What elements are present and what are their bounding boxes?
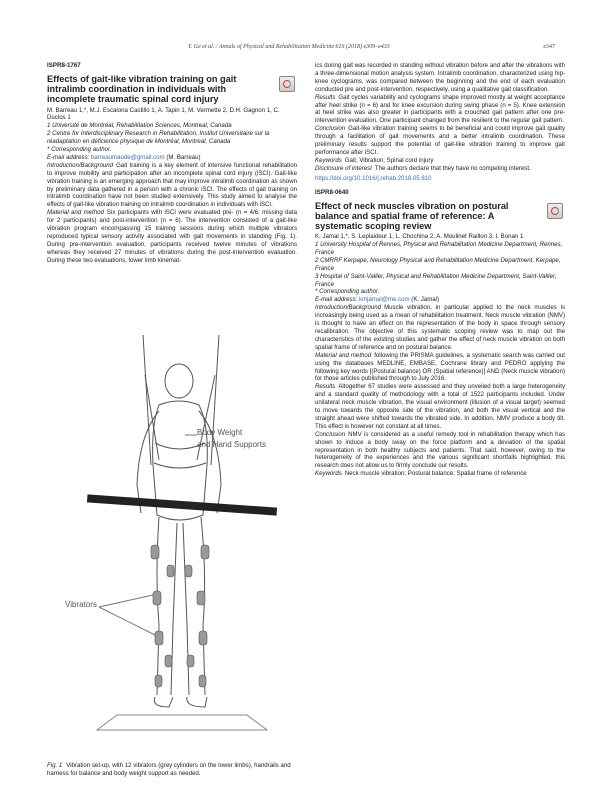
results-text-2: Altogether 67 studies were assessed and they unveiled both a large heterogeneity and a standard quality of methodology with a total of 1522 participants included. Under unilateral neck muscle vibration, the visual environment (illusion of a visual target) seemed to move towards the opposite side of the vibration, and both the visual vertical and the straight ahead were shifted towards the vibrated side. In addition, NMV produce a body tilt. This effect is however not constant at all times. [315, 383, 565, 430]
intro-label: Introduction/Background [47, 161, 114, 169]
abstract-title-2-text: Effect of neck muscles vibration on postural balance and spatial frame of reference: A systematic scoping review [315, 200, 509, 231]
keywords-line-2 [315, 470, 565, 478]
keywords-label-2: Keywords [315, 470, 342, 478]
right-column [315, 62, 565, 478]
figure-caption-label: Fig. 1 [47, 762, 63, 769]
results-text: Gait cycles variability and cyclograms shape improved mostly at weight acceptance after heel strike (n = 6) and for knee excursion during swing phase (n = 5). Knee extension at heel strike was also greater in participants with a crouched gait pattern after one pre-intervention evaluation. One participant changed from the resilient to the regular gait pattern. [315, 93, 565, 125]
disclosure-text: The authors declare that they have no competing interest. [374, 164, 531, 172]
disclosure-label: Disclosure of interest [315, 164, 372, 172]
conclusion-text-2: NMV is considered as a useful remedy tool in rehabilitation therapy which has shown to induce a body sway on the force platform and a deviation of the spatial representation in both healthy subjects and patients. That said, however, owing to the heterogeneity of the experiences and the various significant shortfalls highlighted, this research does not allow us to firmly conclude our results. [315, 430, 565, 470]
affiliation-2: 2 Centre for Interdisciplinary Research in Rehabilitation, Institut Universitaire sur la réadaptation en déficience physique de Montréal, Montreal, Canada [47, 130, 270, 146]
results-paragraph [315, 94, 565, 126]
results-paragraph-2 [315, 383, 565, 430]
conclusion-paragraph [315, 125, 565, 157]
email-label-2: E-mail address: [315, 296, 358, 304]
intro-paragraph-2 [315, 304, 565, 351]
author-list-2: K. Jamal 1,*, S. Leplaideur 1, L. Chochina 2, A. Moulinet Raillon 3, I. Bonan 1 [315, 233, 524, 241]
conclusion-label-2: Conclusion [315, 430, 346, 438]
intro-text: Gait training is a key element of intensive functional rehabilitation to improve mobility and participation after an incomplete spinal cord injury (iSCI). Gait-like vibration training is an emerging approach that may improve intralimb coordination as shown by preliminary data gathered in a person with a chronic iSCI. The effects of gait training on intralimb coordination have not been studied extensively. This study aimed to analyse the effects of gait-like vibration training on intralimb coordination in individuals with iSCI. [47, 161, 297, 209]
email-link[interactable]: barreaumaude@gmail.com [91, 153, 165, 161]
left-column [47, 62, 297, 265]
running-header [0, 44, 600, 54]
conclusion-paragraph-2 [315, 431, 565, 471]
figure-label-vibrators: Vibrators [65, 600, 97, 609]
corresponding-note-2: * Corresponding author. [315, 288, 380, 296]
email-owner-2: (K. Jamal) [411, 296, 440, 304]
keywords-line [315, 157, 565, 165]
crossmark-icon[interactable] [279, 76, 295, 92]
doi-link[interactable]: https://doi.org/10.1016/j.rehab.2018.05.810 [315, 174, 432, 182]
figure-1 [47, 335, 297, 751]
affiliation-1: 1 Université de Montréal, Rehabilitation Sciences, Montreal, Canada [47, 122, 232, 130]
method-paragraph-2 [315, 352, 565, 384]
figure-caption [47, 762, 297, 778]
running-title: Y. Ge et al. / Annals of Physical and Rehabilitation Medicine 61S (2018) e309–e433 [188, 44, 390, 50]
abstract-title [47, 74, 273, 105]
method-paragraph [47, 209, 297, 264]
keywords-label: Keywords [315, 156, 342, 164]
method-text: Six participants with iSCI were evaluated pre- (n = 4/6; missing data for 2 participants) and post-intervention (n = 6). The intervention consisted of a gait-like vibration program encompassing 15 training sessions during which multiple vibrators reproduced typical sensory activity associated with gait movements in standing (Fig. 1). During pre-intervention evaluation, participants received twelve minutes of vibrations whereas they received 27 minutes of vibrations during the post-intervention evaluation. During these two evaluations, lower limb kinemat- [47, 209, 297, 264]
intro-text-2: Muscle vibration, in particular applied to the neck muscles is increasingly being used as a mean of rehabilitation treatment. Neck muscle vibration (NMV) is thought to have an effect on the representation of the body in space through sensory recalibration. The objective of this systematic scoping review was to map out the characteristics of the existing studies and gather the effect of neck muscle vibration on both spatial frame of reference and on postural balance. [315, 304, 565, 351]
vibration-setup-illustration [47, 335, 297, 751]
figure-label-support [197, 427, 266, 451]
page-number: e347 [543, 44, 555, 50]
keywords-text-2: Neck muscle vibration; Postural balance; Spatial frame of reference [344, 470, 527, 478]
email-link-2[interactable]: kmjamal@me.com [359, 296, 410, 304]
corresponding-note: * Corresponding author. [47, 146, 112, 154]
crossmark-icon-2[interactable] [547, 203, 563, 219]
figure-label-hand: and Hand Supports [197, 440, 266, 449]
conclusion-label: Conclusion [315, 125, 346, 133]
results-label-2: Results [315, 383, 336, 391]
email-line [47, 154, 297, 162]
affiliation-2-2: 2 CMRRF Kerpape, Neurology Physical and Rehabilitation Medicine Department, Kerpape, France [315, 256, 561, 272]
intro-paragraph [47, 162, 297, 209]
method-continued: ics during gait was recorded in standing without vibration before and after the vibrations with a three-dimensional motion analysis system. Intralimb coordination, characterized using hip-knee cyclograms, was compared between the beginning and the end of each evaluation conducted pre and post-intervention, respectively, using a qualitative gait classification. [315, 62, 565, 93]
disclosure-line [315, 165, 565, 173]
affiliation-2-1: 1 University Hospital of Rennes, Physical and Rehabilitation Medicine Department, Rennes, France [315, 241, 563, 256]
author-list: M. Barreau 1,*, M.J. Escalona Castillo 1, A. Tapin 1, M. Vermette 2, D.H. Gagnon 1, C. Duclos 1 [47, 106, 280, 122]
figure-label-weight: Body Weight [197, 428, 243, 437]
email-owner: (M. Barreau) [166, 153, 201, 161]
abstract-id: ISPR8-1767 [47, 62, 81, 69]
method-label: Material and method [47, 209, 104, 217]
keywords-text: Gait; Vibration; Spinal cord injury [344, 156, 434, 164]
method-label-2: Material and method [315, 351, 372, 359]
method-text-2: following the PRISMA guidelines, a systematic search was carried out using the databases MEDLINE, EMBASE, Cochrane library and PEDRO applying the following key words [(Postural balance) OR (Spatial reference)] AND (Neck muscle vibration) for those articles published through to July 2016. [315, 351, 565, 383]
results-label: Results [315, 93, 336, 101]
email-label: E-mail address: [47, 153, 90, 161]
conclusion-text: Gait-like vibration training seems to be beneficial and could improve gait quality through a facilitation of gait movements and a better intralimb coordination. These preliminary results support the potential of gait-like vibration training to improve gait performance after iSCI. [315, 125, 565, 156]
abstract-title-text: Effects of gait-like vibration training on gait intralimb coordination in individuals with incomplete traumatic spinal cord injury [47, 73, 237, 105]
affiliation-2-3: 3 Hospital of Saint-Vallier, Physical and Rehabilitation Medicine Department, Saint-Vallier, France [315, 272, 557, 288]
email-line-2 [315, 296, 565, 304]
abstract-title-2 [315, 201, 541, 232]
abstract-id-2: ISPR8-0640 [315, 188, 349, 196]
figure-caption-text: Vibration set-up, with 12 vibrators (grey cylinders on the lower limbs), handrails and harness for balance and body weight support as needed. [47, 762, 291, 777]
intro-label-2: Introduction/Background [315, 304, 382, 312]
